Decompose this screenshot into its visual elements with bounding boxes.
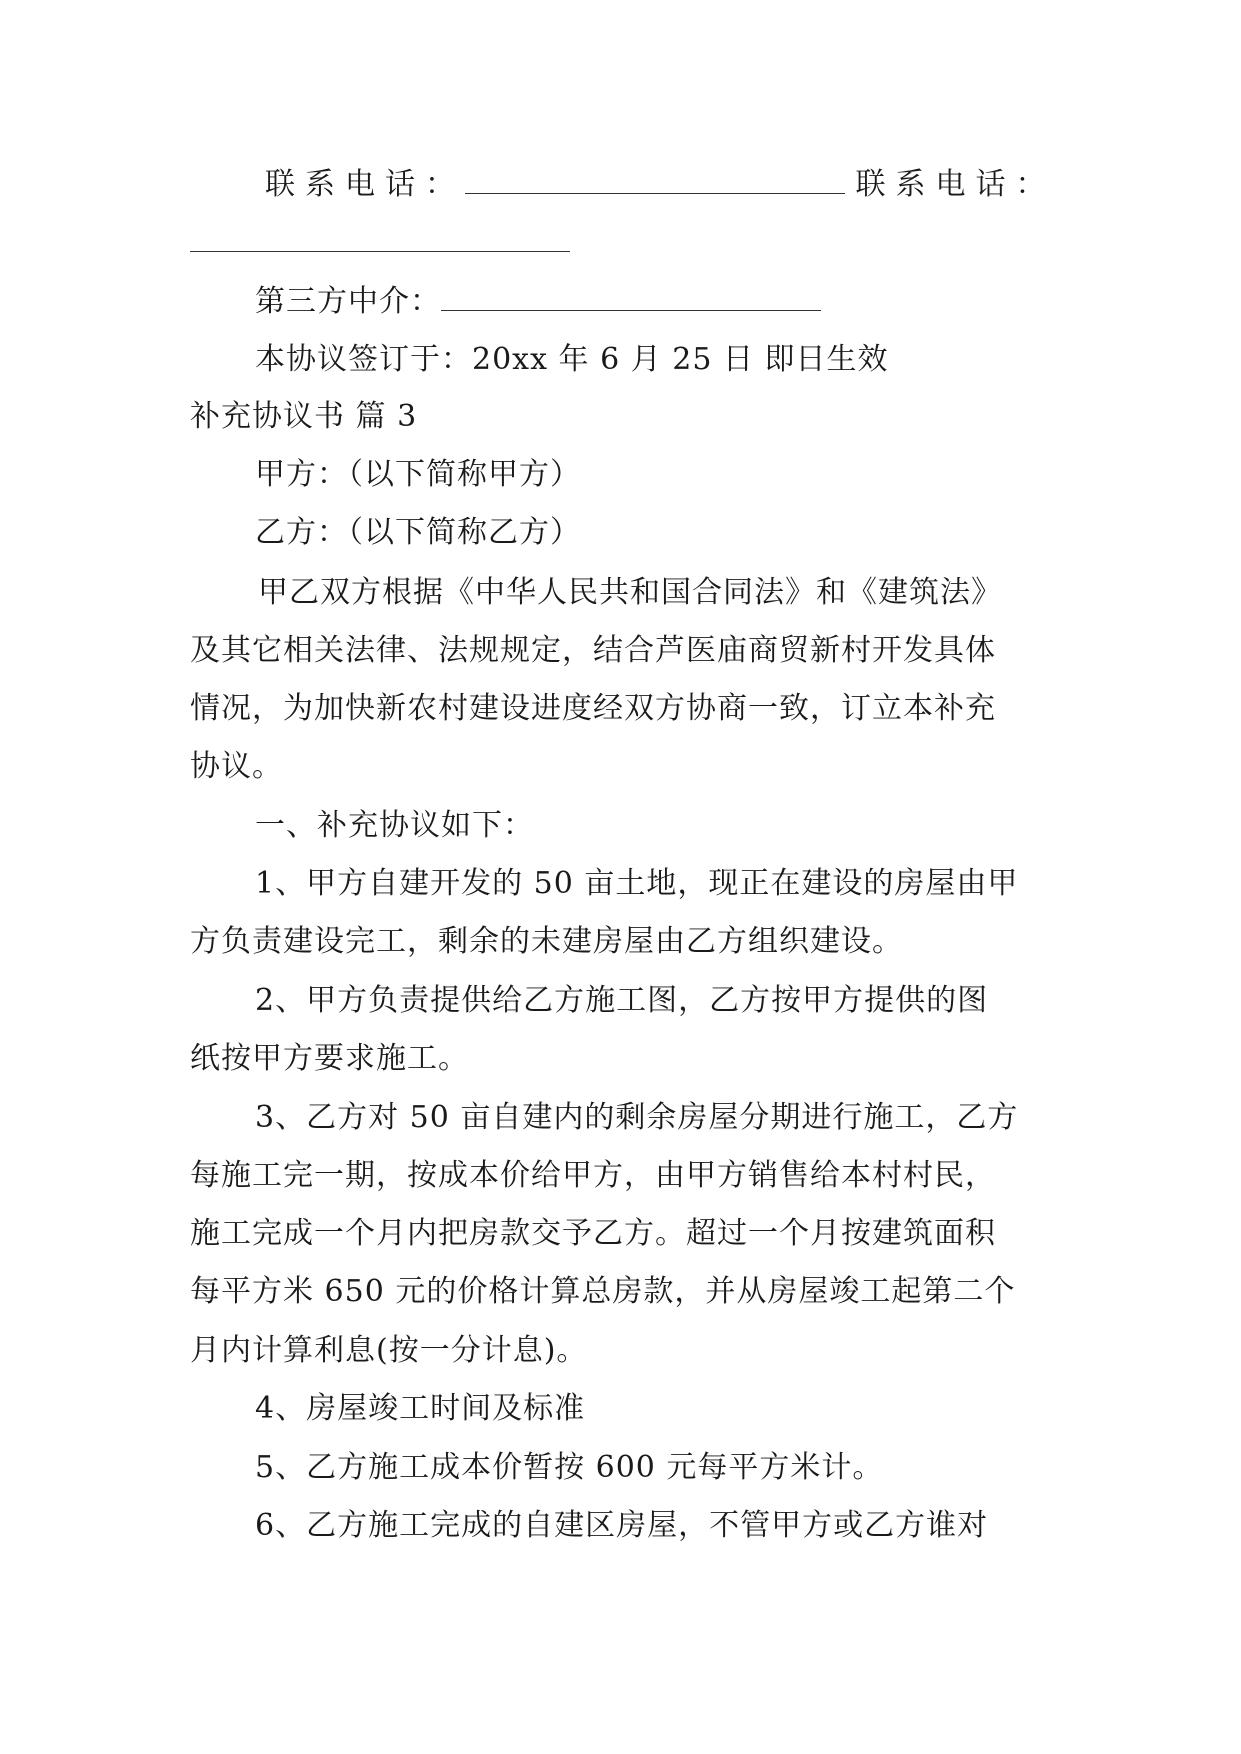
- intro-line-4: 协议。: [190, 749, 283, 784]
- intro-line-2: 及其它相关法律、法规规定，结合芦医庙商贸新村开发具体: [190, 633, 996, 668]
- item6: 6、乙方施工完成的自建区房屋，不管甲方或乙方谁对: [255, 1508, 989, 1543]
- signed-line: 本协议签订于：20xx 年 6 月 25 日 即日生效: [255, 342, 889, 377]
- party-b: 乙方：（以下简称乙方）: [255, 515, 581, 550]
- item2-line-1: 2、甲方负责提供给乙方施工图，乙方按甲方提供的图: [255, 983, 989, 1018]
- item5: 5、乙方施工成本价暂按 600 元每平方米计。: [255, 1450, 884, 1485]
- contact-blank-2: [190, 250, 570, 252]
- item3-line-5: 月内计算利息(按一分计息)。: [190, 1333, 588, 1368]
- intermediary-label: 第三方中介：: [255, 284, 441, 319]
- item3-line-4: 每平方米 650 元的价格计算总房款，并从房屋竣工起第二个: [190, 1274, 1016, 1309]
- item2-line-2: 纸按甲方要求施工。: [190, 1041, 469, 1076]
- contact-blank-1: [465, 165, 845, 194]
- item3-line-1: 3、乙方对 50 亩自建内的剩余房屋分期进行施工，乙方: [255, 1100, 1019, 1135]
- intro-line-1: 甲乙双方根据《中华人民共和国合同法》和《建筑法》: [258, 575, 1002, 610]
- intro-line-3: 情况，为加快新农村建设进度经双方协商一致，订立本补充: [190, 691, 996, 726]
- heading-supplementary: 一、补充协议如下：: [255, 808, 534, 843]
- contact-label-2: 联系电话：: [855, 167, 1056, 202]
- item3-line-2: 每施工完一期，按成本价给甲方，由甲方销售给本村村民，: [190, 1158, 996, 1193]
- item1-line-1: 1、甲方自建开发的 50 亩土地，现正在建设的房屋由甲: [255, 866, 1019, 901]
- party-a: 甲方：（以下简称甲方）: [255, 457, 581, 492]
- contact-label-1: 联系电话：: [265, 167, 465, 202]
- section-title: 补充协议书 篇 3: [190, 399, 418, 434]
- intermediary-blank: [441, 282, 821, 311]
- item3-line-3: 施工完成一个月内把房款交予乙方。超过一个月按建筑面积: [190, 1216, 996, 1251]
- intermediary-line: [255, 282, 821, 322]
- contact-line: [265, 165, 1056, 205]
- item4: 4、房屋竣工时间及标准: [255, 1391, 586, 1426]
- item1-line-2: 方负责建设完工，剩余的未建房屋由乙方组织建设。: [190, 924, 903, 959]
